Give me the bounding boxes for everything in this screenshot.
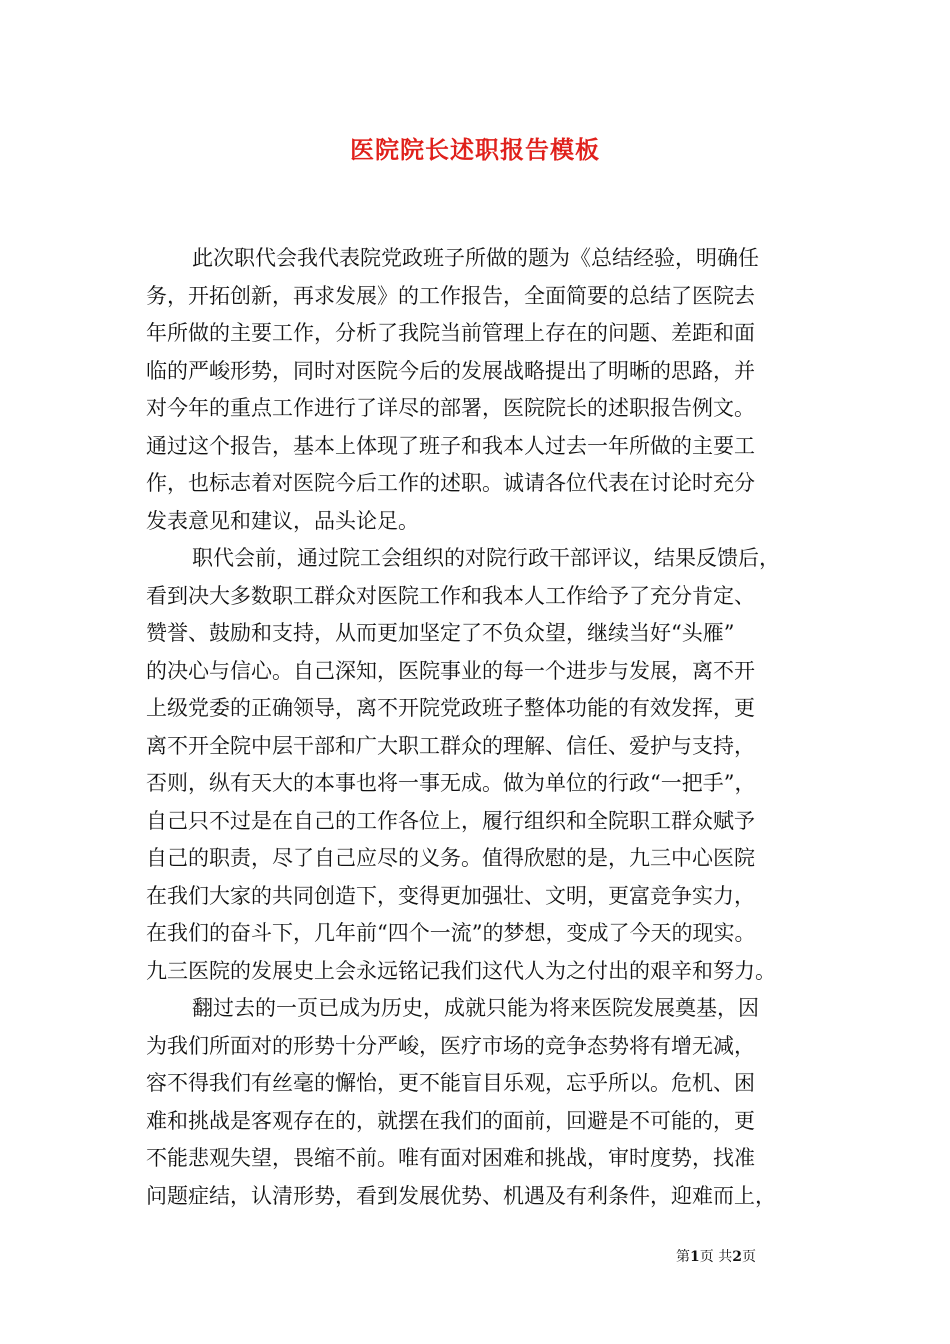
text-line: 此次职代会我代表院党政班子所做的题为《总结经验，明确任 [192,246,759,270]
text-line: 自己只不过是在自己的工作各位上，履行组织和全院职工群众赋予 [146,808,755,833]
text-line: 不能悲观失望，畏缩不前。唯有面对困难和挑战，审时度势，找准 [146,1146,755,1170]
current-page-number: 1 [690,1249,700,1265]
page-title: 医院院长述职报告模板 [350,135,600,164]
text-line: 否则，纵有天大的本事也将一事无成。做为单位的行政“一把手”， [146,771,756,795]
text-line: 年所做的主要工作，分析了我院当前管理上存在的问题、差距和面 [146,321,755,345]
footer-prefix: 第 [676,1249,690,1265]
footer-middle: 页 共 [699,1249,733,1265]
text-line: 通过这个报告，基本上体现了班子和我本人过去一年所做的主要工 [146,433,755,458]
text-line: 看到决大多数职工群众对医院工作和我本人工作给予了充分肯定、 [146,583,755,608]
text-line: 赞誉、鼓励和支持，从而更加坚定了不负众望，继续当好“头雁” [146,621,735,645]
page-footer [676,1246,876,1266]
text-line: 临的严峻形势，同时对医院今后的发展战略提出了明晰的思路，并 [146,358,755,383]
text-line: 九三医院的发展史上会永远铭记我们这代人为之付出的艰辛和努力。 [146,958,776,983]
text-line: 为我们所面对的形势十分严峻，医疗市场的竞争态势将有增无减， [146,1033,755,1058]
text-line: 离不开全院中层干部和广大职工群众的理解、信任、爱护与支持， [146,733,755,758]
text-line: 翻过去的一页已成为历史，成就只能为将来医院发展奠基，因 [192,996,759,1020]
text-line: 发表意见和建议，品头论足。 [146,508,419,533]
text-line: 作，也标志着对医院今后工作的述职。诚请各位代表在讨论时充分 [146,471,755,495]
text-line: 难和挑战是客观存在的，就摆在我们的面前，回避是不可能的，更 [146,1108,755,1133]
footer-suffix: 页 [741,1249,756,1265]
text-line: 在我们的奋斗下，几年前“四个一流”的梦想，变成了今天的现实。 [146,921,756,945]
text-line: 上级党委的正确领导，离不开院党政班子整体功能的有效发挥，更 [146,696,755,720]
document-body [146,240,821,1215]
text-line: 职代会前，通过院工会组织的对院行政干部评议，结果反馈后， [192,546,780,570]
text-line: 对今年的重点工作进行了详尽的部署，医院院长的述职报告例文。 [146,396,755,420]
text-line: 自己的职责，尽了自己应尽的义务。值得欣慰的是，九三中心医院 [146,846,755,870]
total-pages-number: 2 [732,1249,742,1265]
text-line: 在我们大家的共同创造下，变得更加强壮、文明，更富竞争实力， [146,883,755,908]
text-line: 容不得我们有丝毫的懈怡，更不能盲目乐观，忘乎所以。危机、困 [146,1071,755,1095]
text-line: 的决心与信心。自己深知，医院事业的每一个进步与发展，离不开 [146,658,755,683]
text-line: 务，开拓创新，再求发展》的工作报告，全面简要的总结了医院去 [146,283,755,308]
text-line: 问题症结，认清形势，看到发展优势、机遇及有利条件，迎难而上， [146,1183,776,1208]
